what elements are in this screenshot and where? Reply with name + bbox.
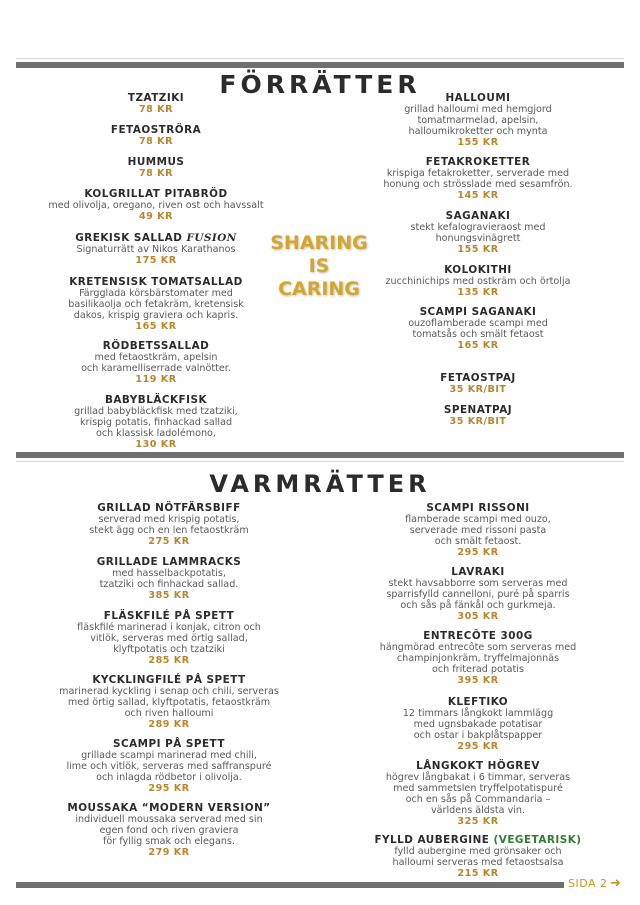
menu-item: FLÄSKFILÉ PÅ SPETT fläskfilé marinerad i konjak, citron och vitlök, serveras med örtig sallad, klyftpotatis och tzatziki 285 KR: [77, 610, 261, 666]
menu-item: LAVRAKI stekt havsabborre som serveras med sparrisfylld cannelloni, puré på sparris och sås på fänkål och gurkmeja. 305 KR: [386, 566, 570, 622]
footer: [16, 876, 624, 894]
menu-item: GRILLAD NÖTFÄRSBIFF serverad med krispig potatis, stekt ägg och en len fetaostkräm 275 KR: [89, 502, 249, 547]
menu-item: RÖDBETSSALLAD med fetaostkräm, apelsin och karamelliserrade valnötter. 119 KR: [81, 340, 231, 385]
menu-item: GRILLADE LAMMRACKS med hasselbackpotatis, tzatziki och finhackad sallad. 385 KR: [96, 556, 242, 601]
menu-item: HALLOUMI grillad halloumi med hemgjord tomatmarmelad, apelsin, halloumikroketter och mynta 155 KR: [404, 92, 552, 148]
varmratter-right-column: [356, 502, 600, 882]
menu-item: SCAMPI SAGANAKI ouzoflamberade scampi med tomatsås och smält fetaost 165 KR: [408, 306, 548, 351]
section-divider: [16, 452, 624, 465]
menu-item: KLEFTIKO 12 timmars långkokt lammlägg med ugnsbakade potatisar och ostar i bakplåtspapper 295 KR: [402, 696, 554, 752]
forratter-title: FÖRRÄTTER: [219, 70, 421, 99]
menu-item: SAGANAKI stekt kefalogravieraost med honungsvinägrett 155 KR: [410, 210, 546, 255]
top-divider: [16, 58, 624, 68]
menu-item: LÅNGKOKT HÖGREV högrev långbakat i 6 timmar, serveras med sammetslen tryffelpotatispuré och en sås på Commandaria – världens äldsta vin. 325 KR: [385, 760, 571, 827]
page-number: SIDA 2: [568, 877, 608, 890]
menu-item: KYCKLINGFILÉ PÅ SPETT marinerad kyckling i senap och chili, serveras med örtig sallad, klyftpotatis, fetaostkräm och riven halloumi 289 KR: [59, 674, 279, 730]
menu-item: ENTRECÔTE 300G hängmörad entrecôte som serveras med champinjonkräm, tryffelmajonnäs och friterad potatis 395 KR: [379, 630, 577, 686]
menu-item: SCAMPI PÅ SPETT grillade scampi marinerad med chili, lime och vitlök, serveras med saffranspuré och inlagda rödbetor i olivolja. 295 KR: [66, 738, 272, 794]
varmratter-left-column: [46, 502, 292, 862]
menu-item: KOLGRILLAT PITABRÖD med olivolja, oregano, riven ost och havssalt 49 KR: [48, 188, 264, 222]
forratter-left-column: [46, 92, 266, 452]
menu-item: KRETENSISK TOMATSALLAD Färgglada körsbärstomater med basilikaolja och fetakräm, kretensisk dakos, krispig graviera och kapris. 165 KR: [68, 276, 244, 332]
menu-item: TZATZIKI 78 KR: [127, 92, 185, 115]
menu-item: GREKISK SALLAD FUSION Signaturrätt av Nikos Karathanos 175 KR: [75, 232, 237, 266]
menu-item: HUMMUS 78 KR: [127, 156, 185, 179]
footer-divider: [16, 882, 564, 888]
vegetarian-label: (VEGETARISK): [493, 834, 582, 846]
arrow-right-icon[interactable]: ➜: [610, 876, 621, 891]
menu-item: FETAOSTRÖRA 78 KR: [110, 124, 202, 147]
menu-item: MOUSSAKA “MODERN VERSION” individuell moussaka serverad med sin egen fond och riven graviera för fyllig smak och elegans. 279 KR: [67, 802, 271, 858]
menu-item: SCAMPI RISSONI flamberade scampi med ouzo, serverade med rissoni pasta och smält fetaost. 295 KR: [405, 502, 551, 558]
varmratter-title: VARMRÄTTER: [209, 470, 431, 498]
menu-item: BABYBLÄCKFISK grillad babybläckfisk med tzatziki, krispig potatis, finhackad sallad och klassisk ladolémono, 130 KR: [74, 394, 238, 450]
menu-item: SPENATPAJ 35 KR/BIT: [443, 404, 513, 427]
menu-item: FETAOSTPAJ 35 KR/BIT: [440, 372, 516, 395]
menu-item: FYLLD AUBERGINE (VEGETARISK) fylld aubergine med grönsaker och halloumi serveras med fetaostsalsa 215 KR: [374, 834, 582, 879]
forratter-right-column: [362, 92, 594, 432]
menu-item: KOLOKITHI zucchinichips med ostkräm och örtolja 135 KR: [385, 264, 571, 298]
sharing-is-caring-slogan: SHARING IS CARING: [270, 232, 368, 300]
menu-item: FETAKROKETTER krispiga fetakroketter, serverade med honung och strösslade med sesamfrön. 145 KR: [383, 156, 573, 201]
